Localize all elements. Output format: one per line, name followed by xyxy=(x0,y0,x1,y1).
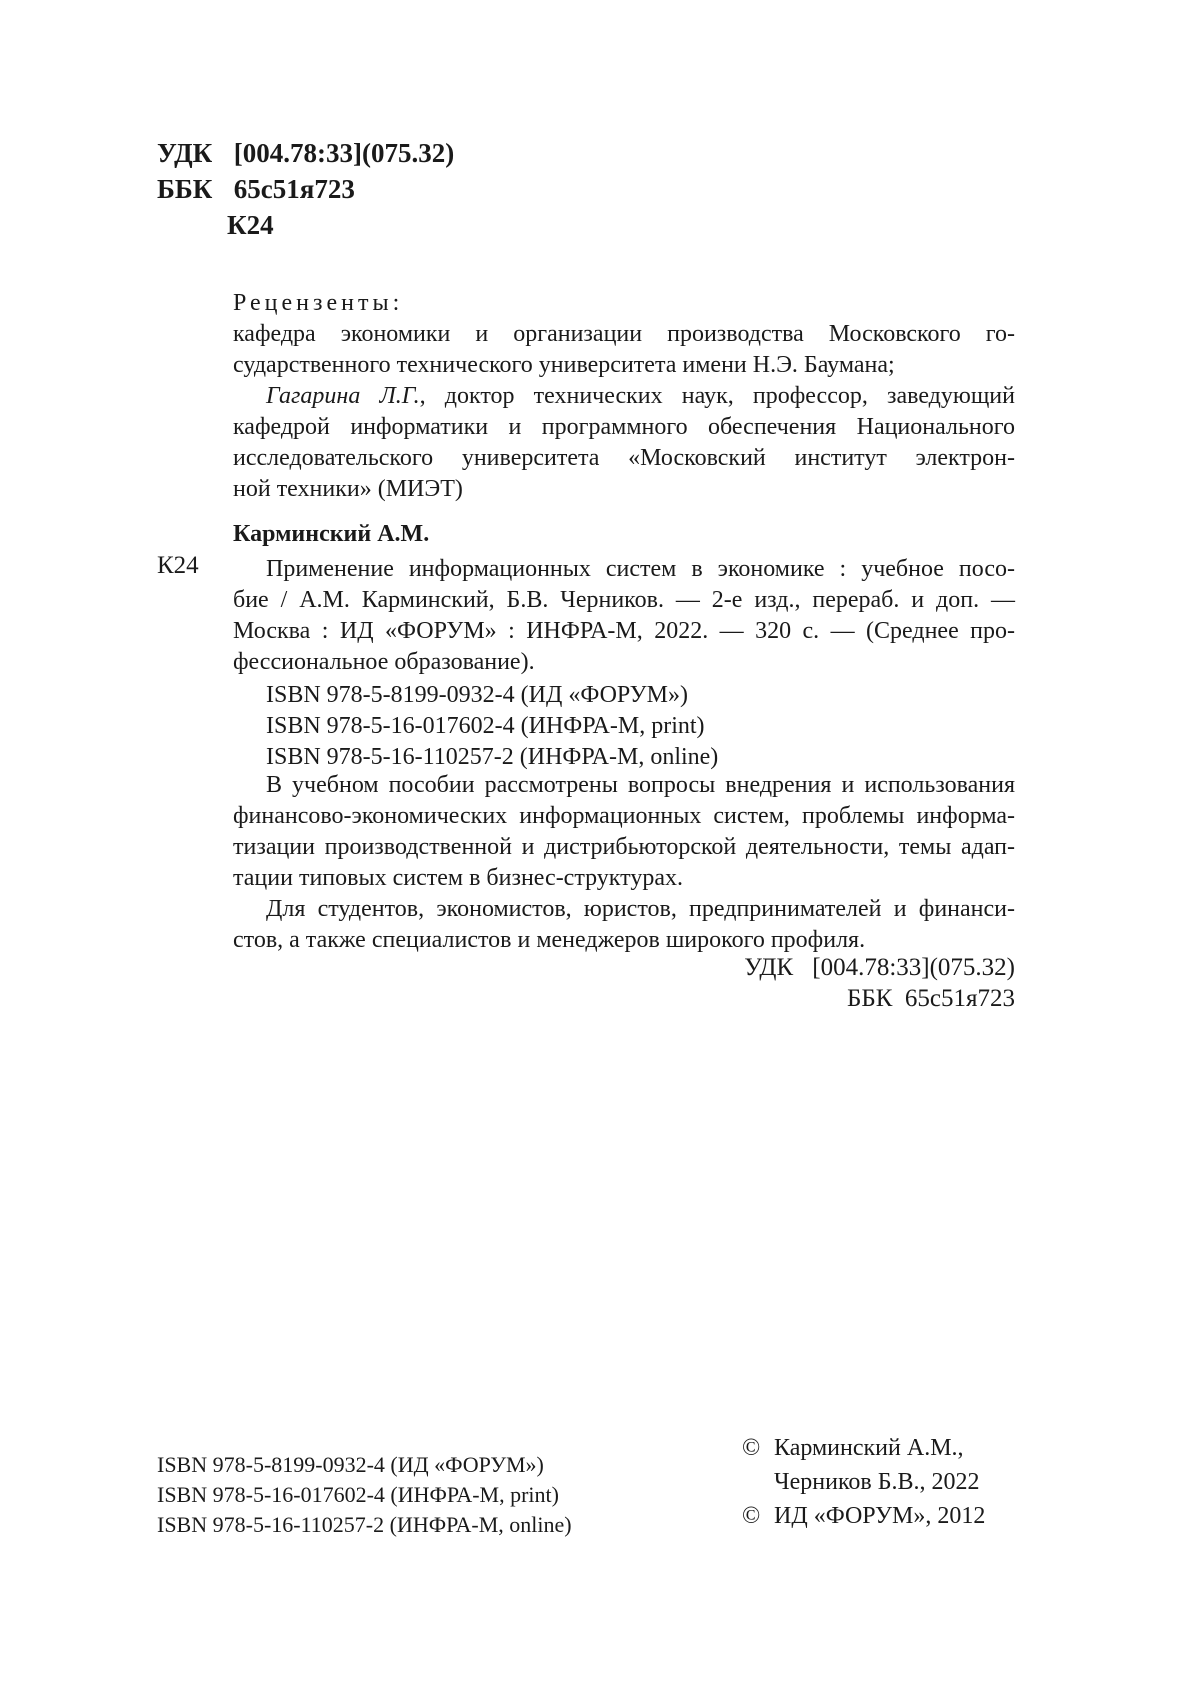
reviewer-1-line-1: кафедра экономики и организации производства Московского го- xyxy=(233,321,1015,347)
card-udk-value: [004.78:33](075.32) xyxy=(812,954,1015,981)
card-udk-line xyxy=(744,952,1015,983)
author-sign-header: К24 xyxy=(227,210,274,240)
copyright-symbol-2: © xyxy=(742,1503,761,1529)
reviewer-2-line-3: исследовательского университета «Московский институт электрон- xyxy=(233,445,1015,471)
card-isbn-2: ISBN 978-5-16-017602-4 (ИНФРА-М, print) xyxy=(266,713,705,739)
bottom-isbn-3: ISBN 978-5-16-110257-2 (ИНФРА-М, online) xyxy=(157,1512,572,1537)
card-bbk-label: ББК xyxy=(847,985,893,1012)
bbk-value: 65с51я723 xyxy=(233,174,355,204)
card-isbn-list xyxy=(266,680,718,773)
copyright-1-line-2: Черников Б.В., 2022 xyxy=(774,1469,980,1495)
reviewer-2-line-1 xyxy=(233,381,1015,412)
card-annotation xyxy=(233,770,1015,956)
card-author: Карминский А.М. xyxy=(233,521,430,547)
bottom-isbn-2: ISBN 978-5-16-017602-4 (ИНФРА-М, print) xyxy=(157,1482,559,1507)
copyright-symbol-1: © xyxy=(742,1435,761,1461)
reviewers-title: Рецензенты: xyxy=(233,290,404,316)
card-isbn-1: ISBN 978-5-8199-0932-4 (ИД «ФОРУМ») xyxy=(266,682,689,708)
card-bbk-line xyxy=(744,983,1015,1014)
reviewer-2-affiliation: , доктор технических наук, профессор, заведующий xyxy=(419,383,1015,409)
copyright-2-publisher: ИД «ФОРУМ», 2012 xyxy=(774,1503,986,1529)
reviewer-1-line-2: сударственного технического университета имени Н.Э. Баумана; xyxy=(233,352,895,378)
annotation-p2-line-2: стов, а также специалистов и менеджеров широкого профиля. xyxy=(233,927,866,953)
annotation-p1-line-2: финансово-экономических информационных систем, проблемы информа- xyxy=(233,803,1015,829)
copyright-2-line xyxy=(742,1499,985,1533)
udk-line xyxy=(157,135,454,171)
bottom-isbn-1: ISBN 978-5-8199-0932-4 (ИД «ФОРУМ») xyxy=(157,1452,544,1477)
bottom-isbn-list xyxy=(157,1450,572,1540)
card-udk-label: УДК xyxy=(744,954,794,981)
card-classification xyxy=(744,952,1015,1014)
card-line-2: бие / А.М. Карминский, Б.В. Черников. — 2-е изд., перераб. и доп. — xyxy=(233,587,1015,613)
bbk-line xyxy=(157,171,355,207)
annotation-p1-line-3: тизации производственной и дистрибьюторской деятельности, темы адап- xyxy=(233,834,1015,860)
annotation-p1-line-4: тации типовых систем в бизнес-структурах. xyxy=(233,865,683,891)
card-author-sign: К24 xyxy=(157,552,199,579)
card-description xyxy=(233,554,1015,678)
card-isbn-3: ISBN 978-5-16-110257-2 (ИНФРА-М, online) xyxy=(266,744,719,770)
card-line-1: Применение информационных систем в экономике : учебное посо- xyxy=(266,556,1015,582)
annotation-p1-line-1: В учебном пособии рассмотрены вопросы внедрения и использования xyxy=(266,772,1015,798)
reviewer-2-line-2: кафедрой информатики и программного обеспечения Национального xyxy=(233,414,1015,440)
copyright-block xyxy=(742,1431,985,1533)
card-line-3: Москва : ИД «ФОРУМ» : ИНФРА-М, 2022. — 320 с. — (Среднее про- xyxy=(233,618,1015,644)
bbk-label: ББК xyxy=(157,174,213,204)
udk-label: УДК xyxy=(157,138,213,168)
card-line-4: фессиональное образование). xyxy=(233,649,535,675)
reviewers-block xyxy=(233,288,1015,505)
udk-value: [004.78:33](075.32) xyxy=(233,138,455,168)
annotation-p2-line-1: Для студентов, экономистов, юристов, предпринимателей и финанси- xyxy=(266,896,1015,922)
reviewer-2-line-4: ной техники» (МИЭТ) xyxy=(233,476,463,502)
copyright-1-authors: Карминский А.М., xyxy=(774,1435,964,1461)
card-bbk-value: 65с51я723 xyxy=(904,985,1015,1012)
reviewer-2-name: Гагарина Л.Г. xyxy=(266,383,420,409)
copyright-1-line-1 xyxy=(742,1431,985,1465)
